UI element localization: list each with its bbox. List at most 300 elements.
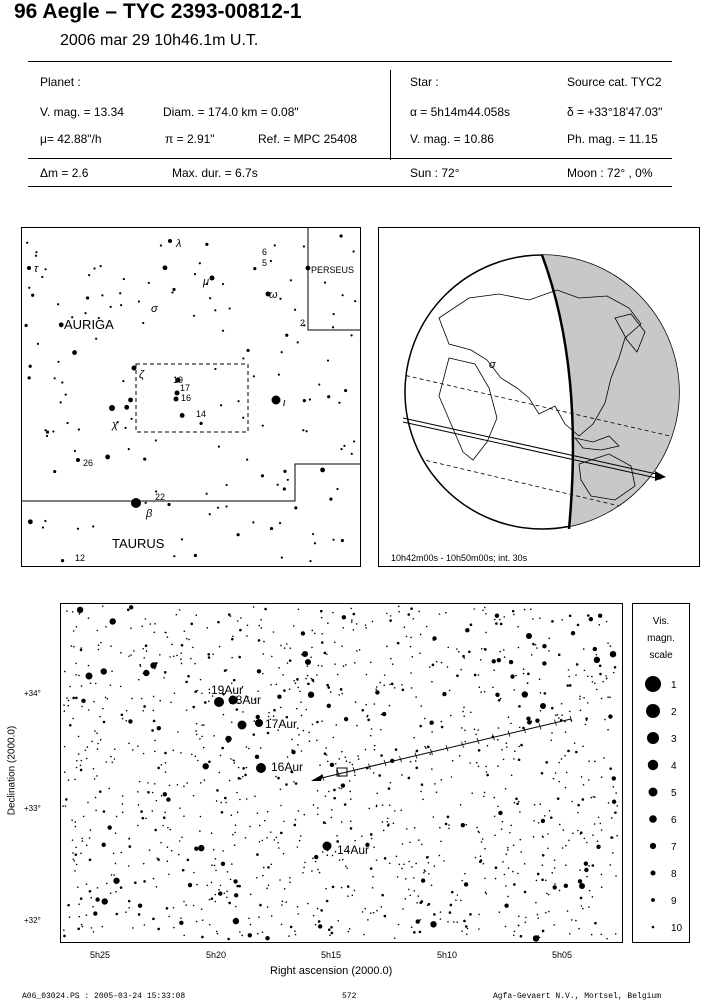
detail-star — [192, 706, 195, 709]
detail-star — [154, 829, 157, 832]
detail-star — [411, 656, 413, 658]
ytick-33: +33° — [24, 804, 41, 813]
detail-star — [145, 818, 147, 820]
detail-star — [315, 861, 317, 863]
detail-star — [171, 644, 173, 646]
detail-star — [500, 698, 502, 700]
detail-star — [177, 731, 179, 733]
detail-star — [224, 669, 227, 672]
finder-bright-star — [131, 498, 141, 508]
detail-star — [287, 756, 289, 758]
detail-star — [370, 661, 372, 663]
detail-star — [524, 891, 527, 894]
detail-star — [283, 853, 285, 855]
xtick-5h15: 5h15 — [321, 950, 342, 960]
detail-star — [102, 708, 104, 710]
detail-star — [199, 738, 201, 740]
finder-star — [262, 425, 264, 427]
detail-star — [614, 811, 617, 814]
detail-star — [111, 761, 113, 763]
finder-bright-star — [210, 276, 215, 281]
detail-star — [299, 840, 301, 842]
detail-star — [213, 849, 215, 851]
detail-star — [74, 870, 76, 872]
detail-star — [321, 617, 323, 619]
detail-star — [584, 838, 586, 840]
detail-star — [97, 743, 99, 745]
detail-star — [80, 765, 82, 767]
detail-star — [76, 626, 78, 628]
detail-star — [282, 674, 284, 676]
detail-star — [93, 701, 95, 703]
detail-star — [330, 926, 333, 929]
detail-star — [518, 647, 520, 649]
detail-chart — [60, 603, 623, 943]
detail-star — [548, 894, 550, 896]
detail-star — [266, 837, 268, 839]
finder-star — [283, 487, 286, 490]
detail-star — [73, 630, 75, 632]
detail-star — [589, 617, 593, 621]
detail-star — [616, 805, 618, 807]
finder-star — [78, 428, 80, 430]
finder-star — [199, 422, 202, 425]
detail-star — [126, 710, 128, 712]
finder-star — [172, 288, 175, 291]
detail-star — [571, 919, 573, 921]
detail-star — [331, 932, 334, 935]
detail-star — [115, 891, 117, 893]
detail-star — [365, 624, 367, 626]
detail-star — [81, 760, 83, 762]
finder-star — [35, 255, 37, 257]
scale-dot — [652, 926, 655, 929]
detail-star — [169, 829, 171, 831]
detail-star — [520, 851, 522, 853]
detail-star — [146, 650, 148, 652]
detail-star — [367, 919, 369, 921]
detail-star — [95, 797, 97, 799]
detail-bright-star — [256, 763, 266, 773]
detail-star — [613, 672, 615, 674]
finder-star — [193, 315, 195, 317]
detail-star — [351, 619, 353, 621]
globe-sigma-label: σ — [489, 359, 496, 371]
detail-star — [196, 734, 198, 736]
detail-star — [419, 725, 422, 728]
detail-star — [342, 627, 344, 629]
detail-star — [527, 673, 530, 676]
detail-star — [154, 623, 156, 625]
detail-star — [238, 767, 240, 769]
detail-star — [460, 804, 462, 806]
detail-star — [439, 827, 441, 829]
detail-star — [504, 903, 508, 907]
detail-star — [72, 611, 74, 613]
source-catalog: Source cat. TYC2 — [567, 75, 662, 89]
detail-star — [609, 767, 612, 770]
detail-star — [364, 908, 366, 910]
detail-star — [602, 681, 604, 683]
detail-star — [439, 855, 441, 857]
detail-star — [410, 646, 412, 648]
finder-chart — [21, 227, 361, 567]
detail-star — [302, 872, 304, 874]
scale-dot — [646, 704, 660, 718]
detail-star — [185, 904, 187, 906]
detail-star — [476, 762, 478, 764]
label-14aur: 14Aur — [337, 843, 370, 857]
detail-star — [236, 792, 238, 794]
star-label-5: 5 — [262, 258, 268, 268]
detail-star — [445, 612, 447, 614]
detail-star — [358, 758, 360, 760]
detail-star — [578, 928, 580, 930]
detail-star — [372, 887, 374, 889]
detail-star — [524, 863, 526, 865]
detail-star — [181, 836, 183, 838]
detail-star — [522, 691, 528, 697]
finder-star — [214, 368, 216, 370]
detail-star — [234, 893, 238, 897]
detail-star — [505, 885, 507, 887]
detail-star — [594, 922, 597, 925]
detail-star — [365, 749, 367, 751]
xtick-5h10: 5h10 — [437, 950, 458, 960]
finder-star — [206, 493, 208, 495]
detail-star — [394, 687, 396, 689]
detail-star — [270, 831, 272, 833]
detail-star — [69, 916, 71, 918]
detail-star — [344, 756, 346, 758]
detail-star — [173, 655, 175, 657]
detail-star — [483, 863, 485, 865]
finder-star — [341, 539, 344, 542]
detail-star — [330, 691, 332, 693]
detail-star — [407, 613, 410, 616]
detail-star — [571, 631, 575, 635]
detail-star — [462, 711, 464, 713]
detail-star — [261, 840, 263, 842]
detail-star — [578, 879, 582, 883]
detail-star — [106, 883, 108, 885]
detail-star — [485, 632, 487, 634]
detail-star — [411, 687, 413, 689]
detail-star — [168, 873, 170, 875]
detail-star — [518, 915, 520, 917]
detail-star — [93, 768, 95, 770]
detail-star — [207, 653, 210, 656]
detail-star — [75, 674, 77, 676]
finder-star — [160, 244, 162, 246]
detail-star — [334, 663, 336, 665]
detail-star — [502, 861, 504, 863]
detail-star — [389, 684, 391, 686]
detail-star — [577, 812, 579, 814]
detail-star — [356, 623, 358, 625]
detail-star — [550, 739, 552, 741]
detail-star — [569, 711, 571, 713]
detail-star — [590, 797, 592, 799]
detail-star — [516, 802, 519, 805]
detail-star — [390, 658, 392, 660]
detail-star — [233, 918, 239, 924]
detail-star — [237, 620, 239, 622]
detail-star — [540, 710, 542, 712]
detail-star — [434, 783, 436, 785]
detail-star — [257, 669, 261, 673]
detail-star — [80, 649, 83, 652]
detail-star — [65, 805, 67, 807]
detail-star — [569, 615, 572, 618]
finder-star — [237, 533, 240, 536]
star-label: Star : — [410, 75, 439, 89]
detail-star — [536, 880, 538, 882]
detail-star — [421, 878, 425, 882]
detail-star — [352, 895, 354, 897]
detail-star — [76, 760, 78, 762]
detail-star — [370, 833, 373, 836]
finder-star — [278, 373, 280, 375]
detail-star — [580, 897, 583, 900]
detail-star — [513, 614, 515, 616]
detail-star — [141, 817, 144, 820]
finder-star — [290, 279, 292, 281]
detail-star — [566, 772, 568, 774]
scale-dot — [651, 871, 656, 876]
detail-bright-star — [255, 719, 263, 727]
detail-star — [505, 926, 507, 928]
detail-star — [180, 652, 182, 654]
detail-star — [326, 684, 329, 687]
finder-star — [65, 394, 67, 396]
detail-star — [378, 774, 381, 777]
detail-star — [478, 832, 480, 834]
detail-star — [422, 799, 424, 801]
detail-star — [393, 823, 395, 825]
detail-star — [153, 710, 155, 712]
finder-star — [95, 338, 97, 340]
detail-star — [495, 867, 497, 869]
detail-star — [349, 928, 351, 930]
detail-star — [582, 908, 584, 910]
detail-star — [318, 665, 320, 667]
finder-star — [59, 322, 64, 327]
detail-star — [374, 745, 376, 747]
detail-star — [414, 827, 416, 829]
detail-star — [558, 781, 560, 783]
detail-star — [599, 673, 602, 676]
detail-star — [303, 730, 305, 732]
detail-star — [557, 797, 560, 800]
detail-star — [431, 768, 433, 770]
finder-star — [122, 380, 124, 382]
detail-star — [514, 930, 516, 932]
max-duration: Max. dur. = 6.7s — [172, 166, 258, 180]
detail-star — [111, 874, 113, 876]
detail-star — [144, 924, 146, 926]
detail-star — [420, 634, 422, 636]
detail-star — [601, 886, 603, 888]
detail-star — [547, 847, 549, 849]
detail-star — [561, 619, 563, 621]
detail-star — [177, 784, 179, 786]
detail-star — [347, 885, 350, 888]
detail-star — [440, 911, 442, 913]
detail-star — [411, 866, 413, 868]
detail-star — [447, 816, 450, 819]
finder-star — [100, 265, 102, 267]
detail-star — [113, 874, 115, 876]
detail-star — [235, 906, 237, 908]
detail-star — [98, 649, 100, 651]
detail-star — [416, 902, 418, 904]
detail-star — [394, 937, 396, 939]
detail-star — [64, 671, 66, 673]
detail-star — [458, 651, 460, 653]
detail-star — [193, 905, 195, 907]
star-phmag: Ph. mag. = 11.15 — [567, 132, 658, 146]
detail-star — [232, 636, 234, 638]
finder-bright-star — [272, 396, 281, 405]
detail-star — [601, 829, 603, 831]
detail-star — [264, 608, 267, 611]
star-label-14: 14 — [196, 409, 207, 419]
detail-star — [596, 654, 598, 656]
detail-star — [503, 649, 505, 651]
detail-star — [552, 885, 556, 889]
detail-star — [542, 644, 546, 648]
detail-star — [398, 606, 400, 608]
finder-star — [343, 445, 345, 447]
detail-star — [608, 802, 610, 804]
detail-star — [419, 652, 421, 654]
detail-star — [503, 759, 505, 761]
detail-star — [401, 774, 403, 776]
detail-star — [168, 916, 170, 918]
detail-star — [173, 907, 175, 909]
detail-star — [497, 658, 501, 662]
finder-star — [314, 542, 316, 544]
detail-star — [186, 782, 188, 784]
detail-bright-star — [86, 673, 93, 680]
detail-star — [196, 723, 198, 725]
detail-star — [181, 644, 184, 647]
detail-star — [588, 760, 590, 762]
detail-star — [113, 878, 119, 884]
divider-top — [28, 61, 672, 62]
globe-caption: 10h42m00s - 10h50m00s; int. 30s — [391, 553, 528, 563]
scale-dot — [651, 898, 655, 902]
finder-star — [199, 262, 201, 264]
detail-star — [234, 844, 236, 846]
detail-star — [420, 705, 422, 707]
detail-star — [373, 846, 375, 848]
detail-star — [457, 921, 459, 923]
detail-star — [216, 800, 218, 802]
detail-star — [91, 741, 93, 743]
star-label-zeta: ζ — [139, 369, 145, 381]
detail-star — [507, 847, 509, 849]
detail-star — [592, 834, 594, 836]
detail-star — [99, 716, 101, 718]
finder-star — [279, 522, 281, 524]
detail-star — [518, 801, 520, 803]
detail-star — [95, 683, 97, 685]
detail-star — [394, 810, 396, 812]
detail-star — [459, 755, 461, 757]
detail-star — [321, 665, 323, 667]
detail-bright-star — [540, 703, 546, 709]
detail-star — [464, 882, 468, 886]
detail-star — [196, 921, 198, 923]
finder-star — [86, 296, 89, 299]
detail-star — [183, 935, 185, 937]
detail-star — [591, 934, 593, 936]
detail-star — [387, 818, 389, 820]
detail-star — [518, 746, 520, 748]
detail-star — [376, 686, 378, 688]
detail-star — [115, 832, 117, 834]
detail-star — [275, 776, 277, 778]
detail-star — [173, 750, 175, 752]
detail-star — [128, 900, 131, 903]
detail-star — [202, 763, 208, 769]
detail-star — [537, 914, 539, 916]
detail-star — [326, 854, 328, 856]
detail-star — [565, 845, 567, 847]
detail-star — [381, 894, 384, 897]
detail-star — [388, 823, 390, 825]
detail-star — [524, 609, 526, 611]
detail-star — [297, 744, 299, 746]
detail-star — [468, 650, 471, 653]
detail-star — [518, 925, 520, 927]
finder-star — [205, 243, 208, 246]
finder-star — [324, 282, 326, 284]
detail-star — [520, 744, 523, 747]
detail-star — [151, 810, 153, 812]
scale-dot — [647, 732, 659, 744]
detail-star — [281, 904, 283, 906]
detail-star — [257, 933, 259, 935]
detail-star — [316, 674, 318, 676]
detail-star — [154, 783, 156, 785]
detail-star — [546, 893, 548, 895]
planet-label: Planet : — [40, 75, 81, 89]
detail-star — [354, 840, 356, 842]
detail-star — [321, 720, 323, 722]
detail-star — [64, 746, 66, 748]
detail-star — [267, 906, 269, 908]
detail-star — [545, 879, 547, 881]
detail-star — [220, 802, 222, 804]
detail-star — [229, 780, 231, 782]
detail-bright-star — [579, 883, 585, 889]
detail-star — [125, 720, 127, 722]
detail-star — [298, 608, 300, 610]
finder-star — [26, 242, 28, 244]
finder-star — [327, 395, 330, 398]
detail-star — [141, 698, 143, 700]
star-label-mu: μ — [203, 276, 210, 288]
finder-star — [303, 399, 306, 402]
detail-star — [367, 719, 370, 722]
detail-star — [231, 721, 233, 723]
detail-star — [268, 884, 270, 886]
finder-bright-star — [76, 458, 80, 462]
detail-star — [254, 796, 256, 798]
